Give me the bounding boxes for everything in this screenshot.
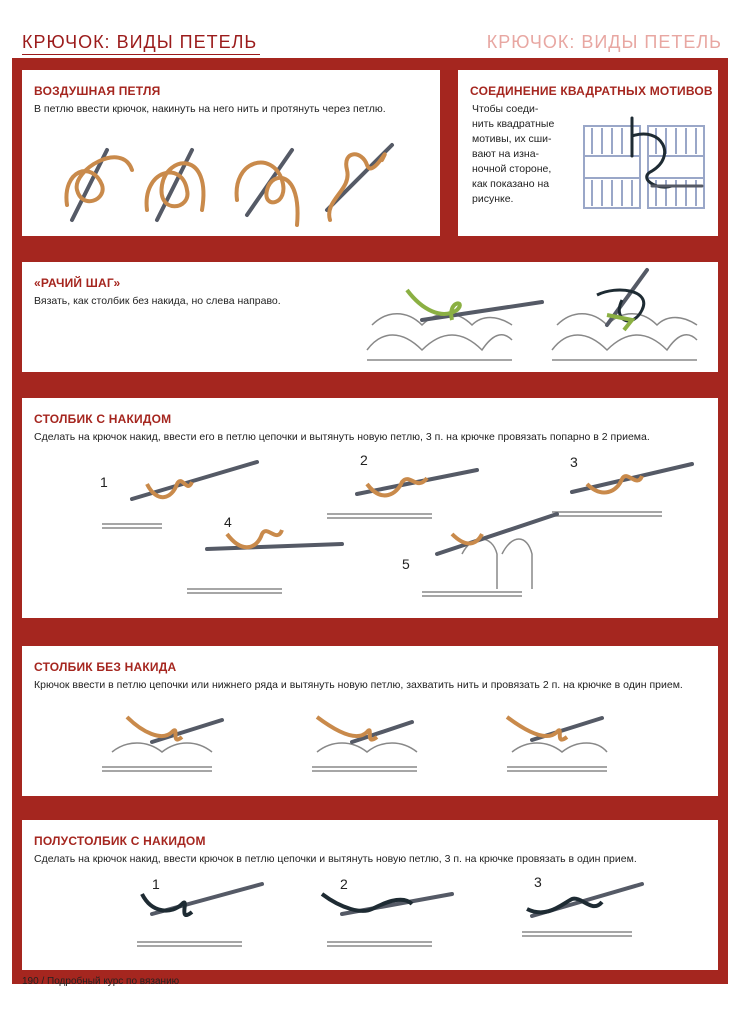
- step-number: 5: [402, 556, 410, 572]
- step-number: 3: [534, 874, 542, 890]
- panel-half-double-crochet: [22, 820, 718, 970]
- joining-line: Чтобы соеди-: [472, 103, 539, 115]
- footer-separator: /: [41, 976, 45, 987]
- panel-double-crochet: [22, 398, 718, 618]
- joining-line: ночной стороне,: [472, 163, 552, 175]
- joining-line: рисунке.: [472, 193, 514, 205]
- section-text-joining: [472, 102, 564, 207]
- crab-stitch-illustration: [362, 270, 702, 366]
- joining-line: как показано на: [472, 178, 550, 190]
- step-number: 1: [100, 474, 108, 490]
- step-number: 2: [360, 452, 368, 468]
- section-text-crab: Вязать, как столбик без накида, но слева направо.: [34, 295, 281, 307]
- section-title-joining: СОЕДИНЕНИЕ КВАДРАТНЫХ МОТИВОВ: [470, 84, 713, 98]
- panel-crab-stitch: [22, 262, 718, 372]
- joining-line: мотивы, их сши-: [472, 133, 552, 145]
- double-crochet-illustration: [92, 454, 692, 604]
- section-title-crab: «РАЧИЙ ШАГ»: [34, 276, 121, 290]
- section-title-hdc: ПОЛУСТОЛБИК С НАКИДОМ: [34, 834, 206, 848]
- section-text-chain: В петлю ввести крючок, накинуть на него нить и протянуть через петлю.: [34, 103, 386, 115]
- panel-chain-stitch: [22, 70, 440, 236]
- step-number: 1: [152, 876, 160, 892]
- joining-line: нить квадратные: [472, 118, 555, 130]
- section-title-dc: СТОЛБИК С НАКИДОМ: [34, 412, 172, 426]
- page-footer: [22, 976, 179, 987]
- section-title-sc: СТОЛБИК БЕЗ НАКИДА: [34, 660, 177, 674]
- chain-stitch-illustration: [62, 130, 402, 230]
- joining-line: вают на изна-: [472, 148, 540, 160]
- page-header: [12, 30, 728, 60]
- section-title-chain: ВОЗДУШНАЯ ПЕТЛЯ: [34, 84, 161, 98]
- header-title-left: КРЮЧОК: ВИДЫ ПЕТЕЛЬ: [22, 32, 258, 52]
- header-title-right: КРЮЧОК: ВИДЫ ПЕТЕЛЬ: [486, 32, 722, 52]
- single-crochet-illustration: [102, 712, 622, 782]
- section-text-sc: Крючок ввести в петлю цепочки или нижнего ряда и вытянуть новую петлю, захватить нить и провязать 2 п. на крючке в один прием.: [34, 679, 683, 691]
- half-double-crochet-illustration: [132, 884, 652, 954]
- step-number: 2: [340, 876, 348, 892]
- book-title: Подробный курс по вязанию: [47, 976, 180, 987]
- panel-single-crochet: [22, 646, 718, 796]
- panel-joining-motifs: [458, 70, 718, 236]
- page-number: 190: [22, 976, 39, 987]
- step-number: 3: [570, 454, 578, 470]
- step-number: 4: [224, 514, 232, 530]
- section-text-hdc: Сделать на крючок накид, ввести крючок в петлю цепочки и вытянуть новую петлю, 3 п. на крючке провязать в один прием.: [34, 853, 637, 865]
- header-rule: [22, 54, 260, 55]
- joining-motifs-illustration: [582, 116, 708, 216]
- section-text-dc: Сделать на крючок накид, ввести его в петлю цепочки и вытянуть новую петлю, 3 п. на крючке провязать попарно в 2 приема.: [34, 431, 650, 443]
